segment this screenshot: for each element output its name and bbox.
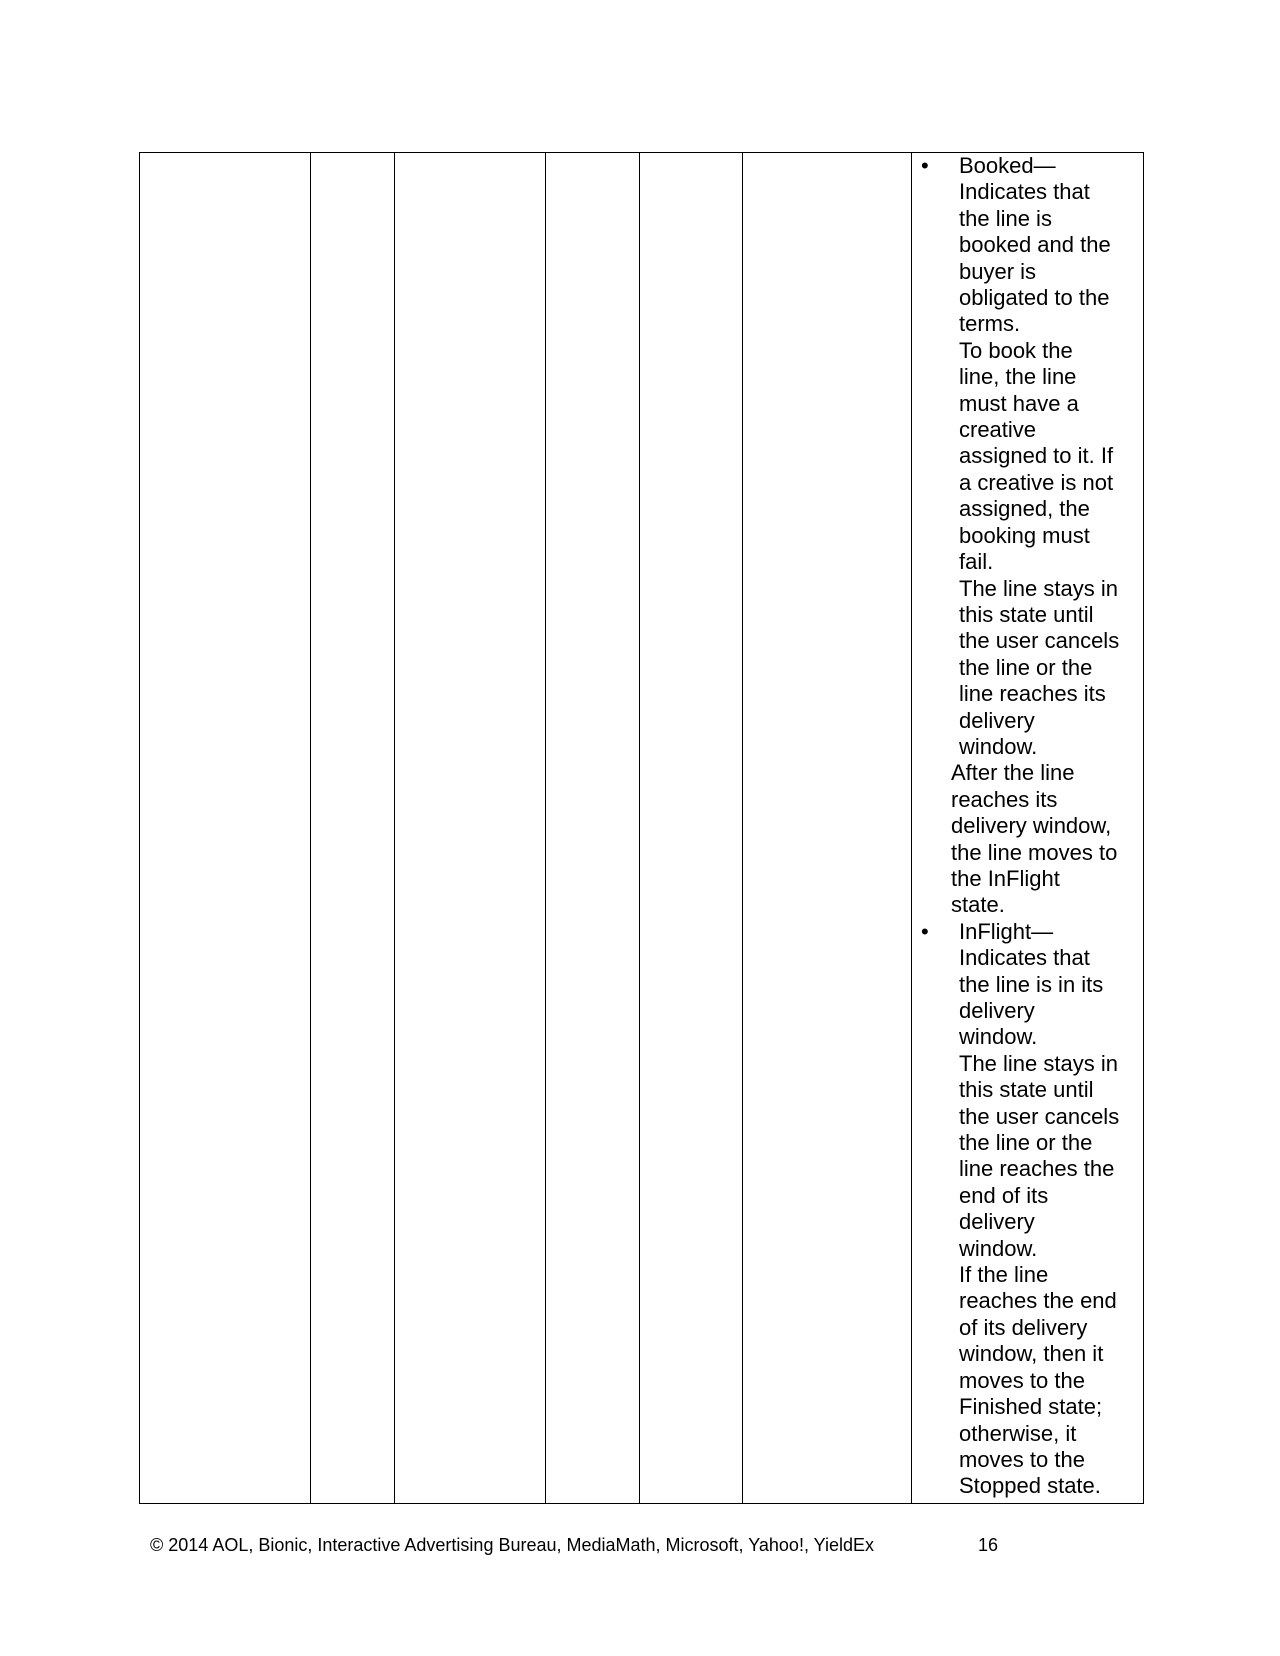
inflight-state-item xyxy=(912,919,1143,1051)
table-row xyxy=(140,153,1144,1504)
inflight-transition: If the line reaches the end of its delivery window, then it moves to the Finished state; otherwise, it moves to the Stopped state. xyxy=(959,1262,1117,1499)
table-cell-empty xyxy=(395,153,546,1504)
table-cell-empty xyxy=(140,153,311,1504)
bullet-marker: • xyxy=(921,918,929,944)
page-number: 16 xyxy=(978,1535,999,1555)
inflight-duration: The line stays in this state until the user cancels the line or the line reaches the end of its delivery window. xyxy=(959,1050,1120,1261)
booked-transition: After the line reaches its delivery window, the line moves to the InFlight state. xyxy=(951,760,1118,918)
table-cell-empty xyxy=(743,153,912,1504)
continuation-table xyxy=(139,152,1144,1504)
state-description-cell xyxy=(912,153,1144,1504)
booked-duration: The line stays in this state until the user cancels the line or the line reaches its delivery window. xyxy=(959,575,1120,759)
table-cell-empty xyxy=(546,153,640,1504)
booked-requirement: To book the line, the line must have a creative assigned to it. If a creative is not assigned, the booking must fail. xyxy=(959,337,1114,575)
inflight-definition: InFlight— Indicates that the line is in its delivery window. xyxy=(959,918,1104,1050)
table-cell-empty xyxy=(311,153,395,1504)
footer-copyright: © 2014 AOL, Bionic, Interactive Advertising Bureau, MediaMath, Microsoft, Yahoo!, YieldEx xyxy=(150,1535,874,1555)
booked-definition: Booked— Indicates that the line is booked and the buyer is obligated to the terms. xyxy=(959,153,1111,337)
booked-state-item xyxy=(912,153,1143,338)
table-cell-empty xyxy=(640,153,743,1504)
bullet-marker: • xyxy=(921,153,929,178)
